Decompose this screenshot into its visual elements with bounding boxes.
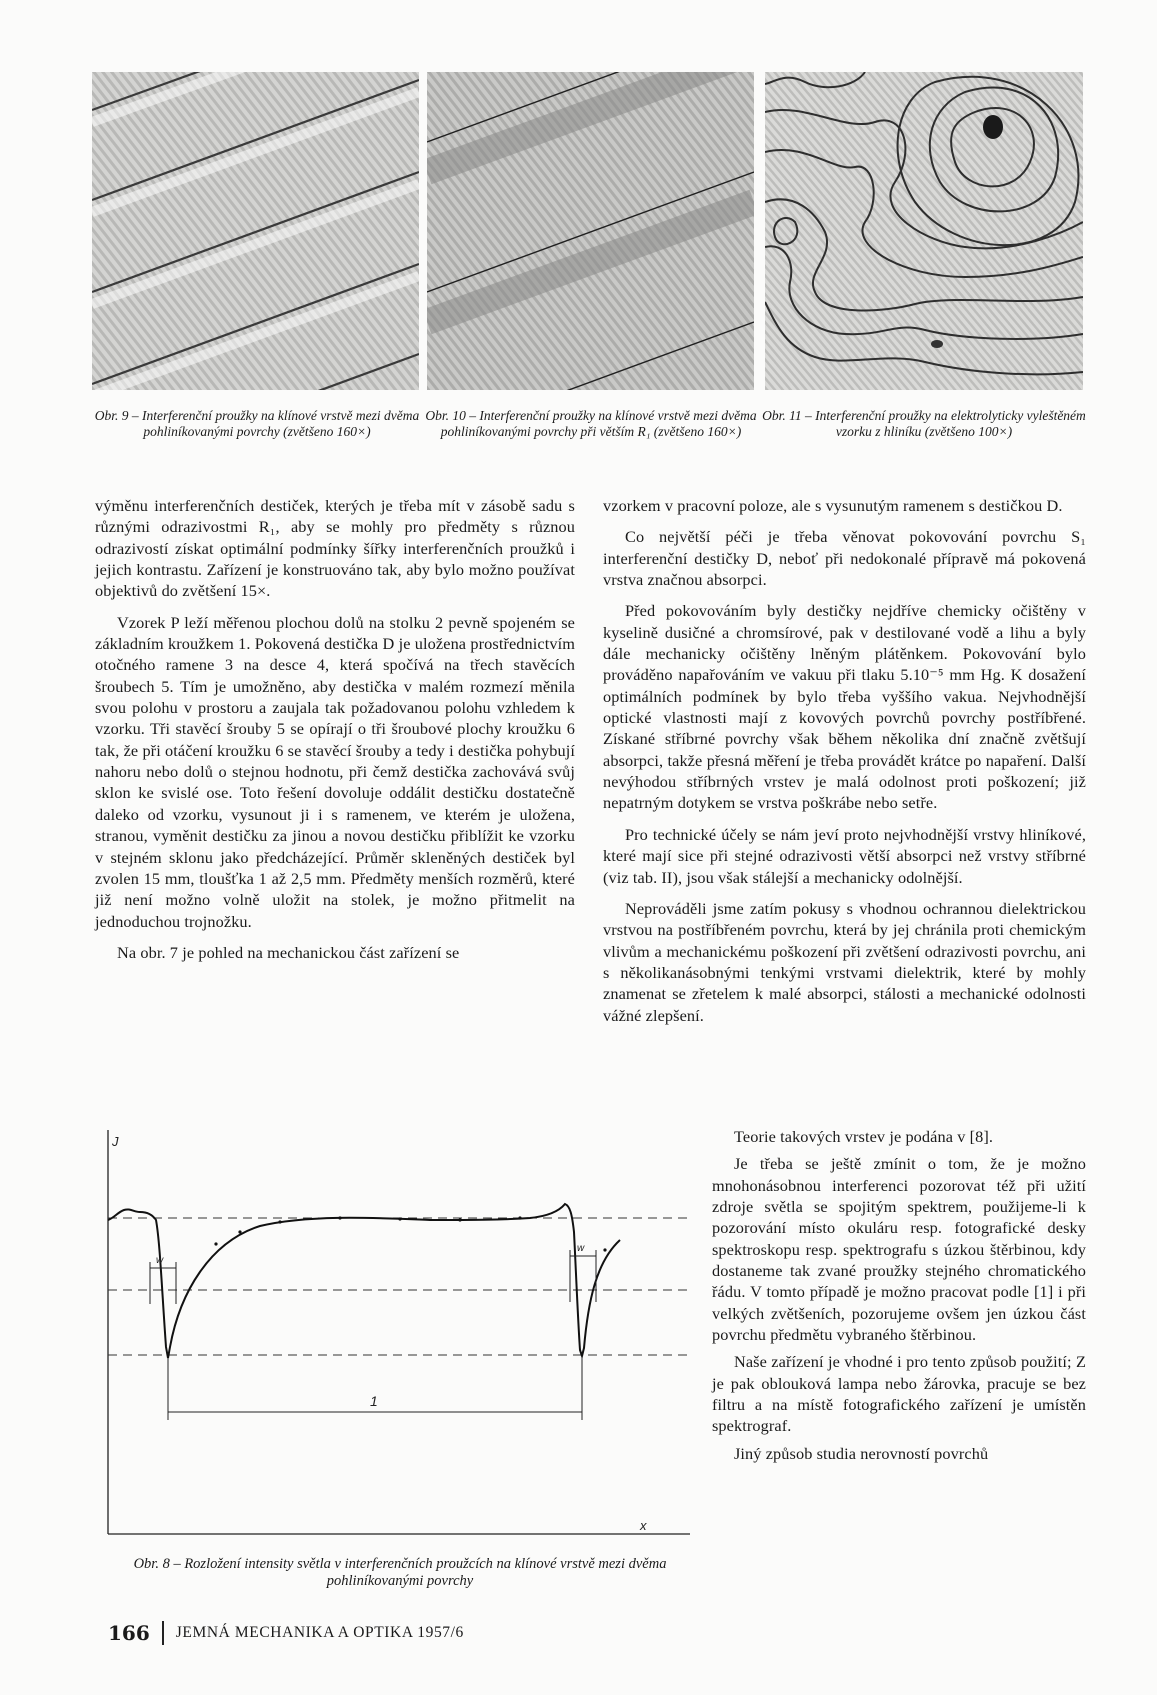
page-number: 166 <box>108 1621 150 1645</box>
right-paragraph-6: Teorie takových vrstev je podána v [8]. <box>734 1127 994 1146</box>
figure-9-photo <box>92 72 419 390</box>
right-paragraph-5: Neprováděli jsme zatím pokusy s vhodnou ochrannou dielektrickou vrstvou na postříbřeném povrchu, která by jej chránila proti chemickým vlivům a mechanickému poškození při zvětšení odrazivosti povrchu, ani s několikanásobnými tenkými vrstvami dielektrik, které by mohly znamenat se zřetelem k malé absorpci, stálosti a mechanické odolnosti vážné zlepšení. <box>603 898 1086 1025</box>
right-paragraph-9: Jiný způsob studia nerovností povrchů <box>734 1443 989 1463</box>
page-footer <box>108 1620 464 1646</box>
figure-10-caption: Obr. 10 – Interferenční proužky na klínové vrstvě mezi dvěma pohliníkovanými povrchy při větším R₁ (zvětšeno 160×) <box>425 408 757 439</box>
left-paragraph-3: Na obr. 7 je pohled na mechanickou část zařízení se <box>117 942 460 962</box>
x-axis-label: x <box>640 1518 647 1533</box>
y-axis-label: J <box>112 1134 119 1149</box>
journal-title: JEMNÁ MECHANIKA A OPTIKA 1957/6 <box>175 1624 464 1641</box>
figure-10-photo <box>427 72 754 390</box>
right-paragraph-8: Naše zařízení je vhodné i pro tento způsob použití; Z je pak oblouková lampa nebo žárovka, pracuje se bez filtru a na místě fotografického zařízení je umístěn spektrograf. <box>712 1352 1086 1436</box>
figure-11-photo <box>765 72 1083 390</box>
right-paragraph-7: Je třeba se ještě zmínit o tom, že je možno mnohonásobnou interferenci pozorovat též při užití zdroje světla se spojitým spektrem, použijeme-li k pozorování místo okuláru resp. fotografické desky spektroskopu resp. spektrografu s úzkou štěrbinou, kdy dostaneme tak zvané proužky stejného chromatického řádu. V tomto případě je možno pracovat podle [1] i při velkých zvětšeních, pozorujeme ovšem jen úzkou část povrchu předmětu vybraného štěrbinou. <box>712 1154 1086 1345</box>
figure-8-svg <box>100 1122 700 1544</box>
figure-9-caption: Obr. 9 – Interferenční proužky na klínové vrstvě mezi dvěma pohliníkovanými povrchy (zvětšeno 160×) <box>94 408 420 439</box>
figure-9-fringes <box>92 72 419 390</box>
w-right-label: w <box>577 1243 585 1254</box>
figure-11-caption: Obr. 11 – Interferenční proužky na elektrolyticky vyleštěném vzorku z hliníku (zvětšeno 100×) <box>762 408 1086 439</box>
right-paragraph-3: Před pokovováním byly destičky nejdříve chemicky očištěny v kyselině dusičné a chromsírové, pak v destilované vodě a lihu a byly dále mechanicky očištěny lněným plátěnkem. Pokovování bylo prováděno napařováním ve vakuu při tlaku 5.10⁻⁵ mm Hg. K dosažení optimálních podmínek by bylo třeba vyššího vakua. Nejvhodnější optické vlastnosti mají z kovových povrchů povrchy postříbřené. Získané stříbrné povrchy však během několika dní značně zvětšují absorpci, takže přesná měření je třeba provádět krátce po napaření. Další nevýhodou stříbrných vrstev je malá odolnost proti poškození; již nepatrným dotykem se vrstva poškrábe nebo setře. <box>603 601 1086 813</box>
figure-10-fringes <box>427 72 754 390</box>
spacing-label: 1 <box>370 1393 378 1409</box>
figure-8-diagram <box>100 1122 700 1544</box>
figure-8-caption: Obr. 8 – Rozložení intensity světla v interferenčních proužcích na klínové vrstvě mezi dvěma pohliníkovanými povrchy <box>133 1556 667 1589</box>
right-paragraph-4: Pro technické účely se nám jeví proto nejvhodnější vrstvy hliníkové, které mají sice při stejné odrazivosti větší absorpci než vrstvy stříbrné (viz tab. II), jsou však stálejší a mechanicky odolnější. <box>603 824 1086 887</box>
w-left-label: w <box>156 1255 164 1266</box>
footer-separator <box>162 1621 164 1645</box>
right-paragraph-1: vzorkem v pracovní poloze, ale s vysunutým ramenem s destičkou D. <box>603 496 1063 515</box>
left-paragraph-2: Vzorek P leží měřenou plochou dolů na stolku 2 pevně spojeném se základním kroužkem 1. Pokovená destička D je uložena prostřednictvím otočného ramene 3 na desce 4, která spočívá na třech stavěcích šroubech 5. Tím je umožněno, aby destička v malém rozmezí měnila svou polohu v prostoru a zaujala tak požadovanou polohu vzhledem k vzorku. Tři stavěcí šrouby 5 se opírají o tři šroubové plochy kroužku 6 tak, že při otáčení kroužku 6 se stavěcí šrouby a tedy i destička pohybují nahoru nebo dolů o stejnou hodnotu, při čemž destička zachovává svůj sklon ke svislé ose. Toto řešení dovoluje oddálit destičku dostatečně daleko od vzorku, vysunout ji i s ramenem, ve kterém je uložena, stranou, vyměnit destičku za jinou a novou destičku přiblížit ke vzorku v stejném sklonu jako předcházející. Průměr skleněných destiček byl zvolen 15 mm, tloušťka 1 až 2,5 mm. Předměty menších rozměrů, které již není možno volně uložit na stolek, je možno přitmelit na jednoduchou trojnožku. <box>95 612 575 931</box>
left-paragraph-1: výměnu interferenčních destiček, kterých je třeba mít v zásobě sadu s různými odrazivostmi R₁, aby se mohly pro předměty s různou odrazivostí získat optimální podmínky šířky interferenčních proužků i jejich kontrastu. Zařízení je konstruováno tak, aby bylo možno používat objektivů do zvětšení 15×. <box>95 496 575 601</box>
left-text-column <box>95 495 575 963</box>
right-text-column <box>603 495 1086 1026</box>
intensity-curve <box>108 1204 620 1358</box>
right-text-column-narrow <box>712 1126 1086 1464</box>
right-paragraph-2: Co největší péči je třeba věnovat pokovování povrchu S₁ interferenční destičky D, neboť při nedokonalé přípravě má pokovená vrstva značnou absorpci. <box>603 527 1086 590</box>
figure-11-fringes <box>765 72 1083 390</box>
